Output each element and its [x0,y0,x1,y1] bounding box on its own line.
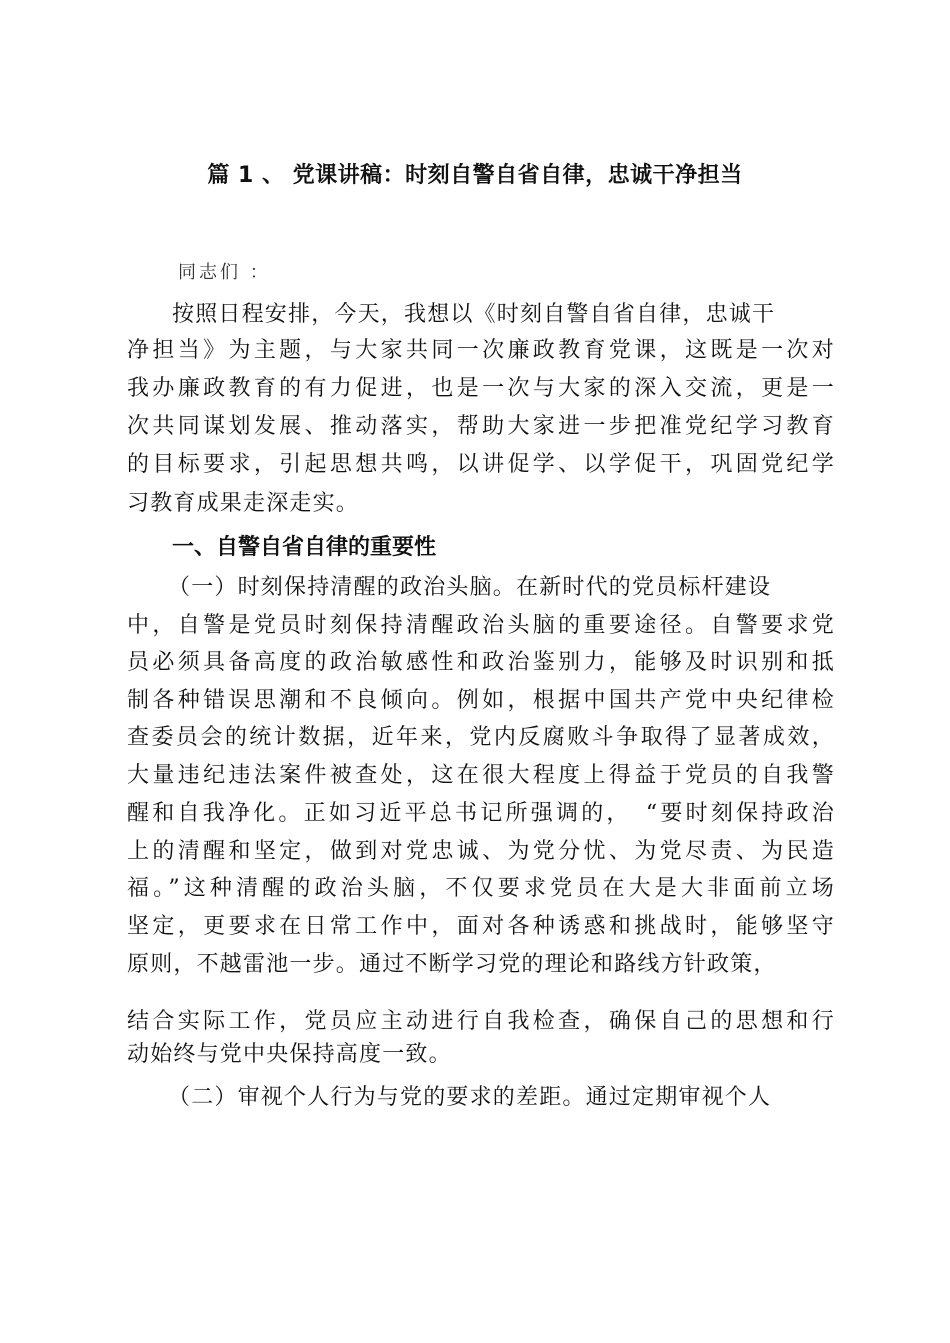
paragraph-line: 上的清醒和坚定，做到对党忠诚、为党分忧、为党尽责、为民造 [127,839,835,864]
paragraph-line: （二）审视个人行为与党的要求的差距。通过定期审视个人 [168,1085,772,1110]
section-heading: 一、自警自省自律的重要性 [172,535,437,560]
paragraph-line: 制各种错误思潮和不良倾向。例如，根据中国共产党中央纪律检 [127,688,835,713]
paragraph-line: 查委员会的统计数据，近年来，党内反腐败斗争取得了显著成效， [127,725,835,750]
paragraph-line: 次共同谋划发展、推动落实，帮助大家进一步把准党纪学习教育 [127,414,835,439]
paragraph-line: 习教育成果走深走实。 [127,491,360,516]
paragraph-line: 结合实际工作，党员应主动进行自我检查，确保自己的思想和行 [127,1009,835,1034]
paragraph-line: 大量违纪违法案件被查处，这在很大程度上得益于党员的自我警 [127,763,835,788]
paragraph-line: 按照日程安排，今天，我想以《时刻自警自省自律，忠诚干 [172,302,776,327]
document-title: 篇 1 、 党课讲稿：时刻自警自省自律，忠诚干净担当 [207,163,743,188]
paragraph-line: 坚定，更要求在日常工作中，面对各种诱惑和挑战时，能够坚守 [127,914,835,939]
paragraph-line: 原则，不越雷池一步。通过不断学习党的理论和路线方针政策， [127,952,777,977]
paragraph-line: 员必须具备高度的政治敏感性和政治鉴别力，能够及时识别和抵 [127,650,835,675]
salutation: 同志们 ： [178,262,271,283]
paragraph-line: 福。”这种清醒的政治头脑，不仅要求党员在大是大非面前立场 [127,876,835,901]
paragraph-line: 的目标要求，引起思想共鸣，以讲促学、以学促干，巩固党纪学 [127,452,835,477]
paragraph-line: 净担当》为主题，与大家共同一次廉政教育党课，这既是一次对 [127,338,835,363]
paragraph-line: 醒和自我净化。正如习近平总书记所强调的， “要时刻保持政治 [127,801,835,826]
paragraph-line: 中，自警是党员时刻保持清醒政治头脑的重要途径。自警要求党 [127,613,835,638]
paragraph-line: 我办廉政教育的有力促进，也是一次与大家的深入交流，更是一 [127,376,835,401]
paragraph-line: （一）时刻保持清醒的政治头脑。在新时代的党员标杆建设 [168,575,772,600]
paragraph-line: 动始终与党中央保持高度一致。 [127,1042,452,1067]
